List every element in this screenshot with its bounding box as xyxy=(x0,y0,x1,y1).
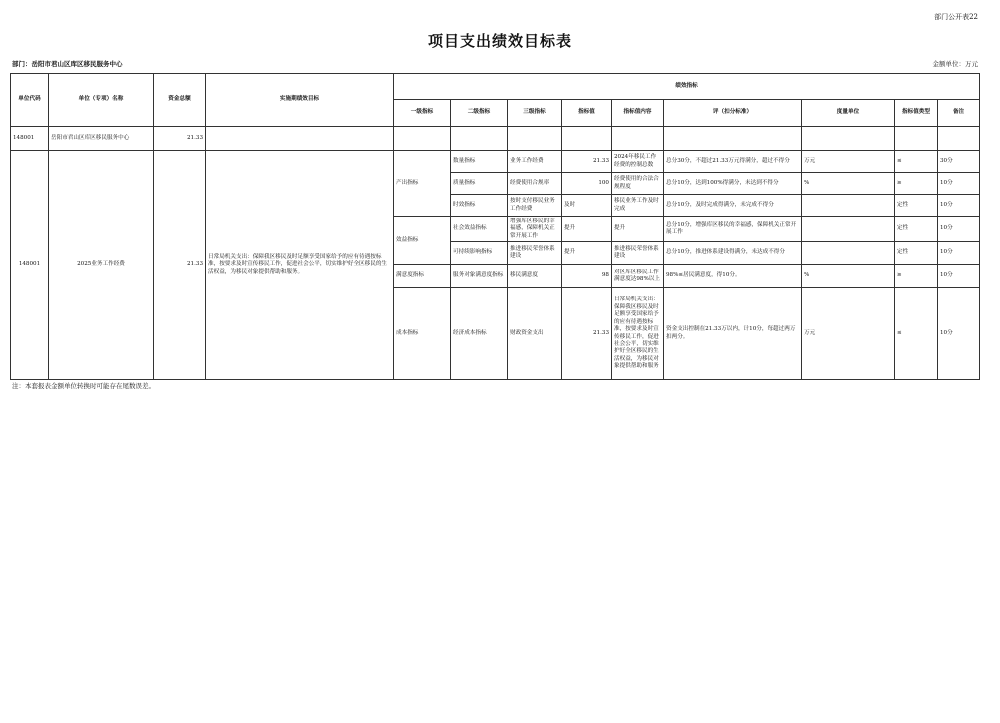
row-type: ≥ xyxy=(895,265,938,288)
row-remark: 30分 xyxy=(938,151,980,173)
row-measure xyxy=(802,242,895,265)
row-content: 提升 xyxy=(612,217,664,242)
row-value: 及时 xyxy=(562,195,612,217)
header-unit-name: 单位（专项）名称 xyxy=(49,74,154,127)
row-l2: 时效指标 xyxy=(451,195,508,217)
row-l2: 可持续影响指标 xyxy=(451,242,508,265)
header-goal: 实施期绩效目标 xyxy=(206,74,394,127)
department-label: 部门：岳阳市君山区库区移民服务中心 xyxy=(12,60,123,68)
row-l2: 服务对象满意度指标 xyxy=(451,265,508,288)
row-criteria: 资金支出控制在21.33万以内，计10分，每超过两万扣两分。 xyxy=(664,288,802,380)
row-value: 98 xyxy=(562,265,612,288)
group-cost: 成本指标 xyxy=(394,288,451,380)
row-content: 对区库区移民工作满意度达98%以上 xyxy=(612,265,664,288)
header-remark: 备注 xyxy=(938,100,980,127)
header-row-1 xyxy=(11,74,980,100)
row-measure: % xyxy=(802,173,895,195)
summary-amount: 21.33 xyxy=(154,127,206,151)
row-measure xyxy=(802,195,895,217)
row-l3: 业务工作经费 xyxy=(508,151,562,173)
project-code: 148001 xyxy=(11,151,49,380)
row-value: 21.33 xyxy=(562,288,612,380)
row-measure: 万元 xyxy=(802,151,895,173)
header-criteria: 评（扣分标准） xyxy=(664,100,802,127)
row-criteria: 总分10分，增强库区移民的幸福感，保障机关正常开展工作 xyxy=(664,217,802,242)
row-l3: 推进移民荣誉体系建设 xyxy=(508,242,562,265)
row-measure: 万元 xyxy=(802,288,895,380)
row-content: 日常局机关支出：保障我区移民及时足额享受国家给予的应有待遇按标准，按要求及时宣传移民工作，促进社会公平，切实维护好全区移民的生活权益，为移民对象提供帮助和服务 xyxy=(612,288,664,380)
row-remark: 10分 xyxy=(938,195,980,217)
row-l2: 社会效益指标 xyxy=(451,217,508,242)
row-type: 定性 xyxy=(895,195,938,217)
row-l3: 按时支付移民业务工作经费 xyxy=(508,195,562,217)
row-value: 100 xyxy=(562,173,612,195)
row-remark: 10分 xyxy=(938,242,980,265)
header-unit-code: 单位代码 xyxy=(11,74,49,127)
header-value: 指标值 xyxy=(562,100,612,127)
header-indicators: 绩效指标 xyxy=(394,74,980,100)
row-measure xyxy=(802,217,895,242)
row-type: 定性 xyxy=(895,217,938,242)
row-l2: 数量指标 xyxy=(451,151,508,173)
page-number-label: 部门公开表22 xyxy=(934,13,978,21)
group-satisfaction: 满意度指标 xyxy=(394,265,451,288)
currency-unit-label: 金额单位：万元 xyxy=(932,60,978,68)
row-type: ≤ xyxy=(895,151,938,173)
row-l3: 移民满意度 xyxy=(508,265,562,288)
row-value: 提升 xyxy=(562,217,612,242)
group-output: 产出指标 xyxy=(394,151,451,217)
row-type: 定性 xyxy=(895,242,938,265)
summary-row xyxy=(11,127,980,151)
row-l3: 增强库区移民的幸福感，保障机关正常开展工作 xyxy=(508,217,562,242)
header-content: 指标值内容 xyxy=(612,100,664,127)
row-remark: 10分 xyxy=(938,173,980,195)
project-goal: 日常局机关支出：保障我区移民及时足额享受国家给予的应有待遇按标准，按要求及时宣传移民工作，促进社会公平，切实维护好全区移民的生活权益，为移民对象提供帮助和服务。 xyxy=(206,151,394,380)
group-benefit: 效益指标 xyxy=(394,217,451,265)
row-criteria: 总分10分，达到100%得满分，未达到不得分 xyxy=(664,173,802,195)
row-l2: 经济成本指标 xyxy=(451,288,508,380)
row-type: ≥ xyxy=(895,173,938,195)
row-remark: 10分 xyxy=(938,288,980,380)
row-value: 提升 xyxy=(562,242,612,265)
row-content: 2024年移民工作经费的控制总数 xyxy=(612,151,664,173)
row-l3: 经费使用合规率 xyxy=(508,173,562,195)
footnote: 注：本套报表金额单位转换时可能存在尾数误差。 xyxy=(12,382,155,390)
row-content: 推进移民荣誉体系建设 xyxy=(612,242,664,265)
row-l3: 财政资金支出 xyxy=(508,288,562,380)
summary-name: 岳阳市君山区库区移民服务中心 xyxy=(49,127,154,151)
performance-goal-table xyxy=(10,73,980,380)
table-row xyxy=(11,151,980,173)
header-level3: 三级指标 xyxy=(508,100,562,127)
page-title: 项目支出绩效目标表 xyxy=(427,32,572,50)
header-measure: 度量单位 xyxy=(802,100,895,127)
row-l2: 质量指标 xyxy=(451,173,508,195)
row-value: 21.33 xyxy=(562,151,612,173)
header-type: 指标值类型 xyxy=(895,100,938,127)
row-criteria: 总分30分，不超过21.33万元得满分，超过不得分 xyxy=(664,151,802,173)
row-criteria: 总分10分，及时完成得满分，未完成不得分 xyxy=(664,195,802,217)
row-content: 经费使用的合法合规程度 xyxy=(612,173,664,195)
row-content: 移民业务工作及时完成 xyxy=(612,195,664,217)
project-name: 2025业务工作经费 xyxy=(49,151,154,380)
row-type: ≤ xyxy=(895,288,938,380)
summary-code: 148001 xyxy=(11,127,49,151)
row-criteria: 总分10分，推进体系建设得满分，未达成不得分 xyxy=(664,242,802,265)
row-criteria: 98%≤居民满意度，得10分。 xyxy=(664,265,802,288)
row-remark: 10分 xyxy=(938,265,980,288)
row-measure: % xyxy=(802,265,895,288)
header-level2: 二级指标 xyxy=(451,100,508,127)
header-level1: 一级指标 xyxy=(394,100,451,127)
project-amount: 21.33 xyxy=(154,151,206,380)
header-total-funds: 资金总额 xyxy=(154,74,206,127)
row-remark: 10分 xyxy=(938,217,980,242)
